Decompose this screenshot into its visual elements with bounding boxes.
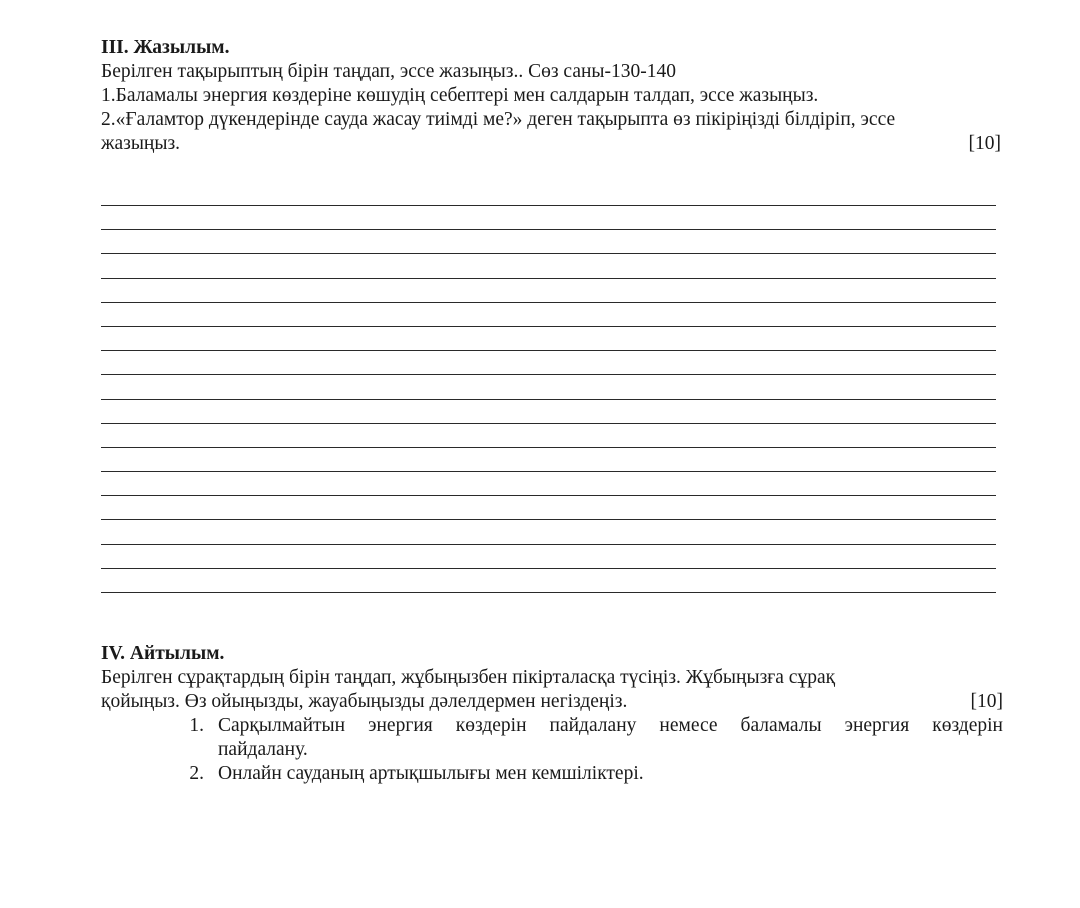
section-speaking-heading: IV. Айтылым. [101, 643, 225, 664]
writing-lines-area[interactable] [101, 205, 996, 616]
writing-line[interactable] [101, 471, 996, 495]
list-item-number: 1. [189, 715, 204, 736]
list-item-number: 2. [189, 763, 204, 784]
writing-line[interactable] [101, 447, 996, 471]
essay-topic-2-line-2-text: жазыңыз. [101, 133, 181, 154]
list-item-text [218, 762, 1003, 786]
writing-instruction: Берілген тақырыптың бірін таңдап, эссе жазыңыз.. Сөз саны-130-140 [101, 61, 676, 82]
writing-line[interactable] [101, 350, 996, 374]
writing-line[interactable] [101, 495, 996, 519]
writing-line[interactable] [101, 544, 996, 568]
speaking-topic-list [101, 714, 1003, 786]
writing-line[interactable] [101, 519, 996, 543]
speaking-instruction-line-2-text: қойыңыз. Өз ойыңызды, жауабыңызды дәлелдермен негіздеңіз. [101, 691, 628, 712]
writing-score: [10] [968, 133, 1001, 154]
speaking-score: [10] [970, 691, 1003, 712]
writing-line[interactable] [101, 253, 996, 277]
section-writing [101, 36, 1001, 156]
writing-line[interactable] [101, 592, 996, 616]
essay-topic-2-line-2 [101, 132, 1001, 156]
list-item-line-1: Сарқылмайтын энергия көздерін пайдалану немесе баламалы энергия көздерін [218, 715, 1003, 736]
writing-line[interactable] [101, 302, 996, 326]
essay-topic-1: 1.Баламалы энергия көздеріне көшудің себептері мен салдарын талдап, эссе жазыңыз. [101, 85, 819, 106]
writing-line[interactable] [101, 374, 996, 398]
section-speaking [101, 642, 1003, 786]
list-item-text [218, 714, 1003, 762]
writing-line[interactable] [101, 326, 996, 350]
writing-line[interactable] [101, 568, 996, 592]
writing-line[interactable] [101, 229, 996, 253]
writing-line[interactable] [101, 278, 996, 302]
list-item-line-1: Онлайн сауданың артықшылығы мен кемшіліктері. [218, 763, 644, 784]
list-item [101, 762, 1003, 786]
writing-line[interactable] [101, 423, 996, 447]
essay-topic-2-line-1: 2.«Ғаламтор дүкендерінде сауда жасау тиімді ме?» деген тақырыпта өз пікіріңізді білдіріп, эссе [101, 109, 896, 130]
section-writing-heading: III. Жазылым. [101, 37, 230, 58]
list-item [101, 714, 1003, 762]
writing-line[interactable] [101, 399, 996, 423]
speaking-instruction-line-2 [101, 690, 1003, 714]
writing-line[interactable] [101, 205, 996, 229]
speaking-instruction-line-1: Берілген сұрақтардың бірін таңдап, жұбыңызбен пікірталасқа түсіңіз. Жұбыңызға сұрақ [101, 667, 836, 688]
list-item-line-2: пайдалану. [218, 739, 308, 760]
